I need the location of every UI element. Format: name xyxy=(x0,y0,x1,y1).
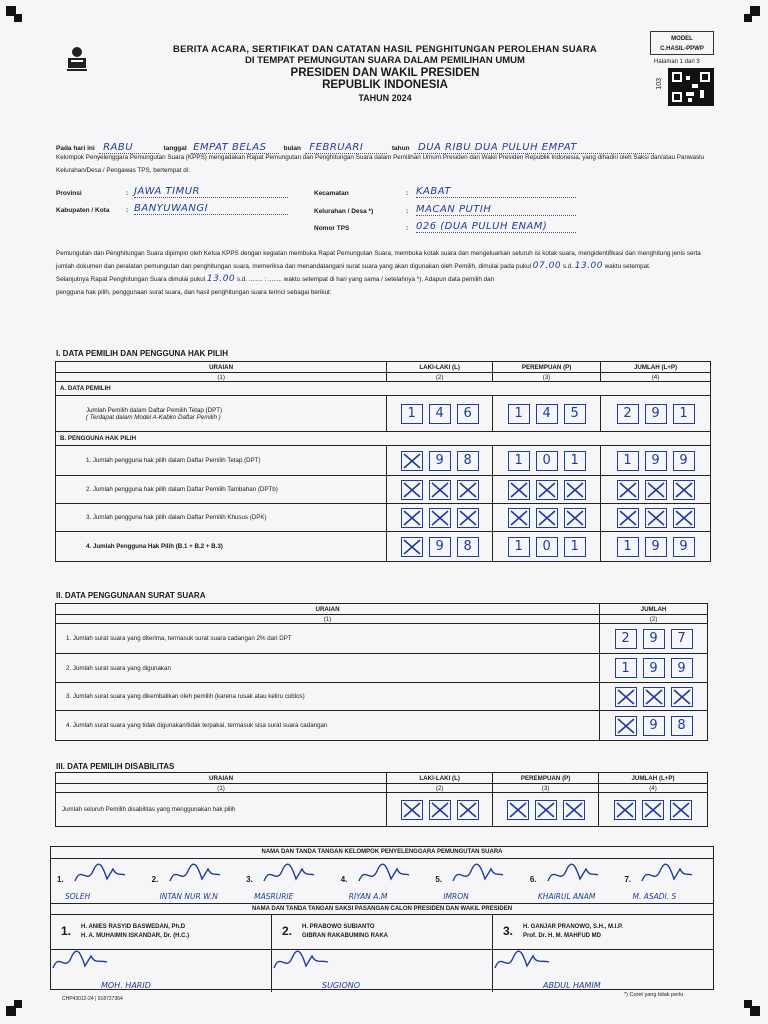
cross-mark-icon xyxy=(674,481,694,499)
ss4-value xyxy=(600,711,708,741)
cross-mark-icon xyxy=(643,801,663,819)
b2-p xyxy=(493,476,601,504)
crossed-digit-box xyxy=(535,800,557,820)
signature-scribble-icon xyxy=(272,950,332,974)
body-p1: Pemungutan dan Penghitungan Suara dipimpin oleh Ketua KPPS dengan kegiatan membuka Rapat Pemungutan Suara, membuka kotak suara dan mengeluarkan seluruh isi kotak suara, mengidentifikasi dan menghitung jenis serta jumlah dokumen dan peralatan pemungutan dan penghitungan suara, memeriksa dan menandatangani surat suara yang akan digunakan oleh Pemilih, dimulai pada pukul xyxy=(56,250,701,270)
digit-box: 9 xyxy=(643,716,665,736)
b2-l xyxy=(387,476,493,504)
col-perempuan: PEREMPUAN (P) xyxy=(493,773,599,784)
kpps-member-signature xyxy=(335,859,430,903)
signature-scribble-icon xyxy=(546,863,602,887)
bulan-value: FEBRUARI xyxy=(305,142,387,154)
crossed-digit-box xyxy=(645,508,667,528)
witness-names-row xyxy=(51,915,713,950)
ss2-value xyxy=(600,654,708,683)
candidate-president: H. ANIES RASYID BASWEDAN, Ph.D xyxy=(81,924,186,930)
kabupaten-label: Kabupaten / Kota xyxy=(56,207,110,214)
signature-scribble-icon xyxy=(640,863,696,887)
dpt-j xyxy=(601,396,711,432)
signature-scribble-icon xyxy=(262,863,318,887)
b3-label: 3. Jumlah pengguna hak pilih dalam Daftar Pemilih Khusus (DPK) xyxy=(56,504,387,532)
digit-group xyxy=(391,451,488,471)
cross-mark-icon xyxy=(509,509,529,527)
digit-group xyxy=(497,451,596,471)
cross-mark-icon xyxy=(402,801,422,819)
cross-mark-icon xyxy=(616,717,636,735)
section-a-title: A. DATA PEMILIH xyxy=(56,382,711,396)
col-laki: LAKI-LAKI (L) xyxy=(387,773,493,784)
digit-group xyxy=(605,480,706,500)
member-number: 5. xyxy=(435,875,442,884)
digit-box: 9 xyxy=(429,451,451,471)
digit-box: 9 xyxy=(645,404,667,424)
col-num: (1) xyxy=(56,373,387,382)
witness-candidate xyxy=(493,915,713,949)
digit-group xyxy=(604,658,703,678)
b3-j xyxy=(601,504,711,532)
witness-number: 1. xyxy=(61,924,72,938)
member-name: KHAIRUL ANAM xyxy=(537,892,596,901)
crossed-digit-box xyxy=(508,480,530,500)
crossed-digit-box xyxy=(643,687,665,707)
digit-group xyxy=(603,800,703,820)
witness-signature xyxy=(272,950,493,992)
digit-box: 1 xyxy=(508,404,530,424)
member-name: MASRURIE xyxy=(254,892,294,901)
cross-mark-icon xyxy=(671,801,691,819)
digit-box: 2 xyxy=(615,629,637,649)
bulan-label: bulan xyxy=(283,145,301,152)
col-uraian: URAIAN xyxy=(56,604,600,615)
digit-group xyxy=(497,480,596,500)
cross-mark-icon xyxy=(508,801,528,819)
body-p2-end: pengguna hak pilih, penggunaan surat suara, dan hasil penghitungan suara terinci sebagai berikut: xyxy=(56,289,332,296)
b2-label: 2. Jumlah pengguna hak pilih dalam Daftar Pemilih Tambahan (DPTb) xyxy=(56,476,387,504)
ss1-value xyxy=(600,624,708,654)
count-start-time: 13.00 xyxy=(206,274,236,284)
crossed-digit-box xyxy=(670,800,692,820)
col-jumlah: JUMLAH xyxy=(600,604,708,615)
kpps-signature-row xyxy=(51,859,713,904)
section3-table xyxy=(55,772,708,827)
member-name: M. ASADI. S xyxy=(632,892,677,901)
crossed-digit-box xyxy=(401,800,423,820)
dis-label: Jumlah seluruh Pemilih disabilitas yang menggunakan hak pilih xyxy=(56,793,387,827)
digit-group xyxy=(391,404,488,424)
kpps-paragraph: Kelompok Penyelenggara Pemungutan Suara (KPPS) mengadakan Rapat Pemungutan dan Penghitungan Suara dalam Pemilihan Umum Presiden dan Wakil Presiden Republik Indonesia, yang dihadiri oleh Saksi dan/atau Panwaslu Kelurahan/Desa / Pengawas TPS, bertempat di: xyxy=(56,154,705,174)
col-num: (3) xyxy=(493,373,601,382)
kpu-logo-icon xyxy=(64,44,90,72)
digit-box: 1 xyxy=(508,451,530,471)
member-name: SOLEH xyxy=(65,892,91,901)
pada-hari-label: Pada hari ini xyxy=(56,145,95,152)
colon: : xyxy=(406,190,409,197)
crossed-digit-box xyxy=(673,508,695,528)
digit-box: 7 xyxy=(671,629,693,649)
b1-p xyxy=(493,446,601,476)
dpt-label: Jumlah Pemilih dalam Daftar Pemilih Tetap (DPT) xyxy=(86,406,223,414)
col-uraian: URAIAN xyxy=(56,773,387,784)
section2-table xyxy=(55,603,708,741)
colon: : xyxy=(126,207,129,214)
ss4-label: 4. Jumlah surat suara yang tidak digunakan/tidak terpakai, termasuk sisa surat suara cadangan xyxy=(56,711,600,741)
b1-label: 1. Jumlah pengguna hak pilih dalam Daftar Pemilih Tetap (DPT) xyxy=(56,446,387,476)
member-name: IMRON xyxy=(443,892,469,901)
cross-mark-icon xyxy=(644,688,664,706)
colon: : xyxy=(126,190,129,197)
signature-scribble-icon xyxy=(168,863,224,887)
digit-box: 9 xyxy=(673,451,695,471)
model-label: MODEL xyxy=(671,36,693,42)
crossed-digit-box xyxy=(457,480,479,500)
kpps-member-signature xyxy=(524,859,619,903)
tanggal-value: EMPAT BELAS xyxy=(191,142,279,154)
section1-title: I. DATA PEMILIH DAN PENGGUNA HAK PILIH xyxy=(56,349,228,358)
member-name: INTAN NUR W.N xyxy=(159,892,218,901)
dpt-p xyxy=(493,396,601,432)
cross-mark-icon xyxy=(646,481,666,499)
cross-mark-icon xyxy=(402,509,422,527)
digit-box: 1 xyxy=(508,537,530,557)
ss3-label: 3. Jumlah surat suara yang dikembalikan oleh pemilih (karena rusak atau keliru coblos) xyxy=(56,683,600,711)
witness-candidate xyxy=(272,915,493,949)
digit-box: 2 xyxy=(617,404,639,424)
digit-box: 9 xyxy=(671,658,693,678)
model-code: C.HASIL-PPWP xyxy=(660,46,704,52)
cross-mark-icon xyxy=(618,481,638,499)
tahun-value: DUA RIBU DUA PULUH EMPAT xyxy=(414,142,654,154)
cross-mark-icon xyxy=(564,801,584,819)
crossed-digit-box xyxy=(642,800,664,820)
digit-group xyxy=(605,404,706,424)
header-line2: DI TEMPAT PEMUNGUTAN SUARA DALAM PEMILIHAN UMUM xyxy=(245,55,525,66)
col-uraian: URAIAN xyxy=(56,362,387,373)
digit-box: 1 xyxy=(401,404,423,424)
qr-code-icon xyxy=(668,68,714,106)
candidate-president: H. GANJAR PRANOWO, S.H., M.I.P. xyxy=(523,924,623,930)
candidate-president: H. PRABOWO SUBIANTO xyxy=(302,924,375,930)
crossed-digit-box xyxy=(457,800,479,820)
witness-candidate xyxy=(51,915,272,949)
cross-mark-icon xyxy=(565,509,585,527)
colon: : xyxy=(406,225,409,232)
cross-mark-icon xyxy=(537,509,557,527)
digit-group xyxy=(604,687,703,707)
digit-group xyxy=(604,629,703,649)
crossed-digit-box xyxy=(429,480,451,500)
section2-title: II. DATA PENGGUNAAN SURAT SUARA xyxy=(56,591,206,600)
body-paragraph xyxy=(56,247,716,299)
crossed-digit-box xyxy=(508,508,530,528)
start-time: 07.00 xyxy=(532,261,562,271)
member-number: 6. xyxy=(529,875,537,884)
digit-box: 9 xyxy=(673,537,695,557)
body-p2-start: Selanjutnya Rapat Penghitungan Suara dimulai pukul xyxy=(56,276,206,283)
digit-box: 8 xyxy=(671,716,693,736)
digit-box: 1 xyxy=(564,451,586,471)
digit-box: 0 xyxy=(536,537,558,557)
witness-name: MOH. HARID xyxy=(101,981,151,990)
cross-mark-icon xyxy=(565,481,585,499)
cross-mark-icon xyxy=(402,538,422,556)
cross-mark-icon xyxy=(537,481,557,499)
qr-side-number: 103 xyxy=(656,78,663,90)
hari-value: RABU xyxy=(99,142,159,154)
kpps-member-signature xyxy=(51,859,146,903)
member-number: 1. xyxy=(57,875,64,884)
dpt-l xyxy=(387,396,493,432)
cross-mark-icon xyxy=(615,801,635,819)
col-jumlah: JUMLAH (L+P) xyxy=(599,773,708,784)
kpps-member-signature xyxy=(146,859,241,903)
crossed-digit-box xyxy=(673,480,695,500)
col-jumlah: JUMLAH (L+P) xyxy=(601,362,711,373)
digit-group xyxy=(604,716,703,736)
member-number: 4. xyxy=(340,875,348,884)
dis-j xyxy=(599,793,708,827)
footer-note: *) Coret yang tidak perlu xyxy=(624,992,684,998)
cross-mark-icon xyxy=(402,452,422,470)
body-p1-end: waktu setempat. xyxy=(604,263,651,270)
end-time: 13.00 xyxy=(574,261,603,271)
digit-box: 9 xyxy=(643,658,665,678)
model-box xyxy=(650,31,714,55)
candidate-vice-president: H. A. MUHAIMIN ISKANDAR, Dr. (H.C.) xyxy=(81,933,190,939)
colon: : xyxy=(406,208,409,215)
witness-signature-row xyxy=(51,950,713,992)
header-line5: TAHUN 2024 xyxy=(358,93,412,103)
witness-number: 3. xyxy=(503,924,514,938)
b1-j xyxy=(601,446,711,476)
digit-box: 5 xyxy=(564,404,586,424)
signature-scribble-icon xyxy=(493,950,553,974)
digit-group xyxy=(497,404,596,424)
col-num: (3) xyxy=(493,784,599,793)
witness-title: NAMA DAN TANDA TANGAN SAKSI PASANGAN CALON PRESIDEN DAN WAKIL PRESIDEN xyxy=(51,904,713,915)
crossed-digit-box xyxy=(564,480,586,500)
crossed-digit-box xyxy=(564,508,586,528)
corner-marker xyxy=(6,6,20,20)
kpps-member-signature xyxy=(618,859,713,903)
digit-group xyxy=(605,508,706,528)
ss2-label: 2. Jumlah surat suara yang digunakan xyxy=(56,654,600,683)
crossed-digit-box xyxy=(617,480,639,500)
cross-mark-icon xyxy=(458,801,478,819)
col-num: (2) xyxy=(387,784,493,793)
candidate-vice-president: Prof. Dr. H. M. MAHFUD MD xyxy=(523,933,601,939)
tps-value: 026 (DUA PULUH ENAM) xyxy=(416,221,576,233)
crossed-digit-box xyxy=(429,508,451,528)
witness-signature xyxy=(51,950,272,992)
cross-mark-icon xyxy=(616,688,636,706)
digit-group xyxy=(497,800,594,820)
digit-box: 1 xyxy=(564,537,586,557)
tanggal-label: tanggal xyxy=(163,145,187,152)
kpps-member-signature xyxy=(429,859,524,903)
cross-mark-icon xyxy=(458,481,478,499)
crossed-digit-box xyxy=(615,687,637,707)
corner-marker xyxy=(6,1002,20,1016)
kabupaten-value: BANYUWANGI xyxy=(134,203,288,215)
digit-box: 9 xyxy=(429,537,451,557)
crossed-digit-box xyxy=(457,508,479,528)
digit-group xyxy=(391,508,488,528)
b3-l xyxy=(387,504,493,532)
digit-box: 8 xyxy=(457,537,479,557)
cross-mark-icon xyxy=(430,509,450,527)
col-perempuan: PEREMPUAN (P) xyxy=(493,362,601,373)
b4-p xyxy=(493,532,601,562)
footer-code: CHP43012-24 | 918727364 xyxy=(62,996,123,1002)
cross-mark-icon xyxy=(458,509,478,527)
witness-name: SUGIONO xyxy=(322,981,361,990)
provinsi-value: JAWA TIMUR xyxy=(134,186,288,198)
col-num: (2) xyxy=(600,615,708,624)
page-indicator: Halaman 1 dari 3 xyxy=(654,59,700,65)
b1-l xyxy=(387,446,493,476)
digit-group xyxy=(391,800,488,820)
col-num: (4) xyxy=(601,373,711,382)
col-num: (1) xyxy=(56,615,600,624)
crossed-digit-box xyxy=(536,480,558,500)
digit-box: 9 xyxy=(643,629,665,649)
signature-scribble-icon xyxy=(73,863,129,887)
member-number: 7. xyxy=(624,875,632,884)
body-sd: s.d. xyxy=(562,263,573,270)
provinsi-label: Provinsi xyxy=(56,190,82,197)
cross-mark-icon xyxy=(672,688,692,706)
witness-name: ABDUL HAMIM xyxy=(543,981,601,990)
digit-group xyxy=(391,480,488,500)
section-b-title: B. PENGGUNA HAK PILIH xyxy=(56,432,711,446)
member-number: 3. xyxy=(246,875,253,884)
crossed-digit-box xyxy=(401,508,423,528)
crossed-digit-box xyxy=(671,687,693,707)
cross-mark-icon xyxy=(509,481,529,499)
corner-marker xyxy=(746,1002,760,1016)
col-num: (4) xyxy=(599,784,708,793)
member-number: 2. xyxy=(151,875,159,884)
header-line4: REPUBLIK INDONESIA xyxy=(322,79,448,91)
b2-j xyxy=(601,476,711,504)
crossed-digit-box xyxy=(614,800,636,820)
ss1-label: 1. Jumlah surat suara yang diterima, termasuk surat suara cadangan 2% dari DPT xyxy=(56,624,600,654)
digit-group xyxy=(605,537,706,557)
tahun-label: tahun xyxy=(391,145,410,152)
section1-table xyxy=(55,361,711,562)
cross-mark-icon xyxy=(402,481,422,499)
witness-signature xyxy=(493,950,713,992)
crossed-digit-box xyxy=(536,508,558,528)
crossed-digit-box xyxy=(617,508,639,528)
digit-box: 9 xyxy=(645,451,667,471)
cross-mark-icon xyxy=(646,509,666,527)
kelurahan-label: Kelurahan / Desa *) xyxy=(314,208,374,215)
kpps-member-signature xyxy=(240,859,335,903)
cross-mark-icon xyxy=(430,801,450,819)
digit-box: 1 xyxy=(673,404,695,424)
signature-block xyxy=(50,846,714,990)
signature-scribble-icon xyxy=(357,863,413,887)
digit-box: 1 xyxy=(617,537,639,557)
b4-j xyxy=(601,532,711,562)
digit-box: 6 xyxy=(457,404,479,424)
corner-marker xyxy=(746,6,760,20)
digit-box: 1 xyxy=(615,658,637,678)
digit-box: 8 xyxy=(457,451,479,471)
kecamatan-value: KABAT xyxy=(416,186,576,198)
member-name: RIYAN A.M xyxy=(348,892,388,901)
body-p2-mid: s.d. ........ : ........ waktu setempat di hari yang sama / setelahnya *). Adapun data pemilih dan xyxy=(236,276,495,283)
cross-mark-icon xyxy=(430,481,450,499)
ss3-value xyxy=(600,683,708,711)
crossed-digit-box xyxy=(401,451,423,471)
col-laki: LAKI-LAKI (L) xyxy=(387,362,493,373)
dpt-row-label xyxy=(56,396,387,432)
form-header xyxy=(120,44,650,103)
header-line1: BERITA ACARA, SERTIFIKAT DAN CATATAN HASIL PENGHITUNGAN PEROLEHAN SUARA xyxy=(173,44,597,55)
cross-mark-icon xyxy=(674,509,694,527)
b4-label: 4. Jumlah Pengguna Hak Pilih (B.1 + B.2 + B.3) xyxy=(56,532,387,562)
col-num: (1) xyxy=(56,784,387,793)
dis-l xyxy=(387,793,493,827)
witness-number: 2. xyxy=(282,924,293,938)
signature-scribble-icon xyxy=(451,863,507,887)
candidate-vice-president: GIBRAN RAKABUMING RAKA xyxy=(302,933,388,939)
crossed-digit-box xyxy=(429,800,451,820)
digit-box: 4 xyxy=(429,404,451,424)
digit-group xyxy=(497,537,596,557)
crossed-digit-box xyxy=(401,537,423,557)
crossed-digit-box xyxy=(563,800,585,820)
kelurahan-value: MACAN PUTIH xyxy=(416,204,576,216)
crossed-digit-box xyxy=(645,480,667,500)
section3-title: III. DATA PEMILIH DISABILITAS xyxy=(56,762,175,771)
kecamatan-label: Kecamatan xyxy=(314,190,349,197)
kpps-signature-title: NAMA DAN TANDA TANGAN KELOMPOK PENYELENGGARA PEMUNGUTAN SUARA xyxy=(51,847,713,859)
digit-box: 0 xyxy=(536,451,558,471)
crossed-digit-box xyxy=(507,800,529,820)
signature-scribble-icon xyxy=(51,950,111,974)
digit-box: 1 xyxy=(617,451,639,471)
b3-p xyxy=(493,504,601,532)
digit-group xyxy=(497,508,596,528)
crossed-digit-box xyxy=(401,480,423,500)
digit-group xyxy=(391,537,488,557)
digit-group xyxy=(605,451,706,471)
crossed-digit-box xyxy=(615,716,637,736)
digit-box: 4 xyxy=(536,404,558,424)
col-num: (2) xyxy=(387,373,493,382)
header-line3: PRESIDEN DAN WAKIL PRESIDEN xyxy=(290,67,480,79)
cross-mark-icon xyxy=(618,509,638,527)
tps-label: Nomor TPS xyxy=(314,225,350,232)
digit-box: 9 xyxy=(645,537,667,557)
dis-p xyxy=(493,793,599,827)
cross-mark-icon xyxy=(536,801,556,819)
b4-l xyxy=(387,532,493,562)
dpt-sublabel: ( Terdapat dalam Model A-Kabko Daftar Pemilih ) xyxy=(86,413,221,421)
